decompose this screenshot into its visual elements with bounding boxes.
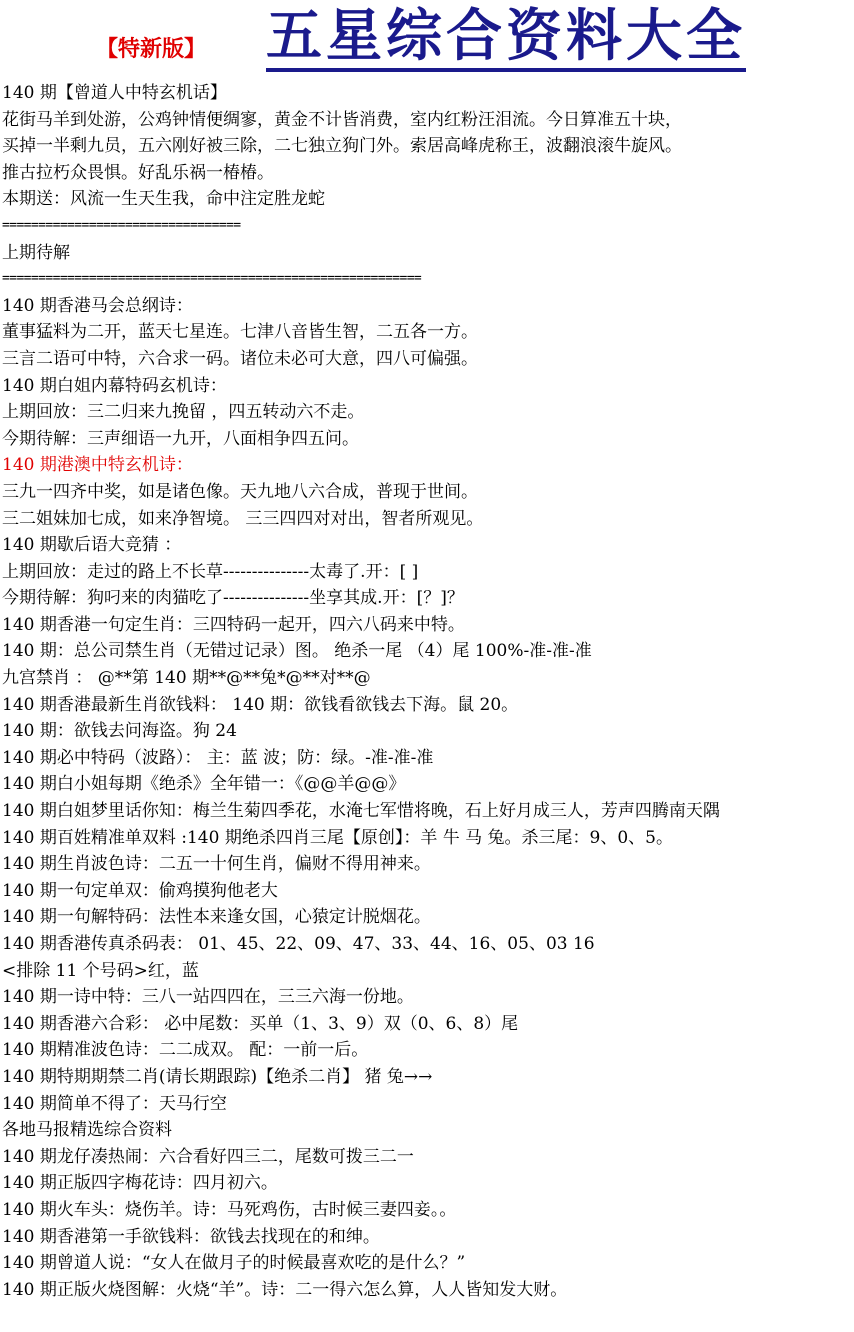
text-line: <排除 11 个号码>红，蓝 — [2, 960, 199, 981]
text-line: 买掉一半剩九员，五六刚好被三除，二七独立狗门外。索居高峰虎称王，波翻浪滚牛旋风。 — [2, 136, 682, 157]
text-line: 140 期火车头：烧伤羊。诗：马死鸡伤，古时候三妻四妾。。 — [2, 1199, 457, 1220]
text-line: 今期待解：狗叼来的肉猫吃了---------------坐享其成.开：[？]？ — [2, 588, 464, 609]
text-line: 今期待解：三声细语一九开，八面相争四五问。 — [2, 428, 359, 449]
text-line: 140 期：总公司禁生肖（无错过记录）图。 绝杀一尾 （4）尾 100%-准-准-准 — [2, 641, 592, 662]
text-line: 上期回放：走过的路上不长草---------------太毒了.开：[ ] — [2, 561, 419, 582]
text-line: 140 期生肖波色诗：二五一十何生肖，偏财不得用神来。 — [2, 854, 431, 875]
text-line: 140 期【曾道人中特玄机话】 — [2, 83, 227, 103]
edition-badge: 【特新版】 — [96, 37, 207, 62]
separator-line: ========================================================== — [2, 271, 422, 287]
text-line: 三九一四齐中奖，如是诸色像。天九地八六合成，普现于世间。 — [2, 481, 478, 502]
text-line: 140 期正版四字梅花诗：四月初六。 — [2, 1173, 278, 1194]
text-line: 董事猛料为二开，蓝天七星连。七津八音皆生智，二五各一方。 — [2, 322, 478, 343]
text-line: 本期送：风流一生天生我，命中注定胜龙蛇 — [2, 189, 325, 210]
text-line: 各地马报精选综合资料 — [2, 1120, 172, 1141]
text-line: 140 期香港一句定生肖：三四特码一起开，四六八码来中特。 — [2, 614, 465, 635]
text-line: 140 期香港最新生肖欲钱料： 140 期：欲钱看欲钱去下海。鼠 20。 — [2, 694, 519, 715]
text-line: 140 期白姐内幕特码玄机诗： — [2, 375, 227, 396]
text-line: 上期回放：三二归来九挽留 ，四五转动六不走。 — [2, 402, 365, 423]
text-line: 140 期百姓精准单双料 :140 期绝杀四肖三尾【原创】：羊 牛 马 兔。杀三尾：9、0、5。 — [2, 827, 673, 848]
text-line: 140 期香港六合彩： 必中尾数：买单（1、3、9）双（0、6、8）尾 — [2, 1013, 519, 1034]
page-title: 五星综合资料大全 — [266, 4, 746, 72]
text-line: 140 期龙仔凑热闹：六合看好四三二，尾数可拨三二一 — [2, 1146, 414, 1167]
text-line: 140 期白姐梦里话你知：梅兰生菊四季花，水淹七军惜将晚，石上好月成三人，芳声四腾南天隅 — [2, 801, 720, 822]
content-body — [2, 80, 852, 1303]
text-line: 140 期白小姐每期《绝杀》全年错一：《@@羊@@》 — [2, 774, 406, 795]
text-line: 推古拉朽众畏惧。好乱乐祸一椿椿。 — [2, 162, 274, 183]
text-line: 140 期曾道人说：“女人在做月子的时候最喜欢吃的是什么？” — [2, 1253, 466, 1274]
text-line: 上期待解 — [2, 242, 70, 263]
text-line: 花街马羊到处游，公鸡钟情便绸寥，黄金不计皆消费，室内红粉汪泪流。今日算准五十块， — [2, 109, 682, 130]
text-line: 140 期：欲钱去问海盗。狗 24 — [2, 721, 237, 742]
text-line: 140 期正版火烧图解：火烧“羊”。诗：二一得六怎么算，人人皆知发大财。 — [2, 1279, 568, 1300]
text-line: 140 期简单不得了：天马行空 — [2, 1093, 227, 1114]
text-line: 三二姐妹加七成，如来净智境。 三三四四对对出，智者所观见。 — [2, 508, 484, 529]
text-line: 140 期一句定单双：偷鸡摸狗他老大 — [2, 880, 278, 901]
text-line: 140 期一句解特码：法性本来逢女国，心猿定计脱烟花。 — [2, 907, 431, 928]
text-line: 140 期香港传真杀码表： 01、45、22、09、47、33、44、16、05、03 16 — [2, 934, 595, 954]
text-line: 三言二语可中特，六合求一码。诸位未必可大意，四八可偏强。 — [2, 348, 478, 369]
text-line: 140 期必中特码（波路）： 主：蓝 波；防：绿。-准-准-准 — [2, 747, 434, 768]
text-line: 九宫禁肖 ： @**第 140 期**@**兔*@**对**@ — [2, 668, 371, 689]
text-line: 140 期香港第一手欲钱料：欲钱去找现在的和绅。 — [2, 1226, 380, 1247]
text-line: 140 期特期期禁二肖(请长期跟踪)【绝杀二肖】 猪 兔→→ — [2, 1066, 433, 1087]
page-header — [0, 0, 854, 80]
text-line: 140 期精准波色诗：二二成双。 配：一前一后。 — [2, 1040, 369, 1061]
text-line: 140 期港澳中特玄机诗： — [2, 455, 193, 476]
separator-line: ================================= — [2, 217, 241, 233]
text-line: 140 期歇后语大竞猜 ： — [2, 535, 182, 556]
text-line: 140 期香港马会总纲诗： — [2, 295, 193, 316]
text-line: 140 期一诗中特：三八一站四四在，三三六海一份地。 — [2, 987, 414, 1008]
